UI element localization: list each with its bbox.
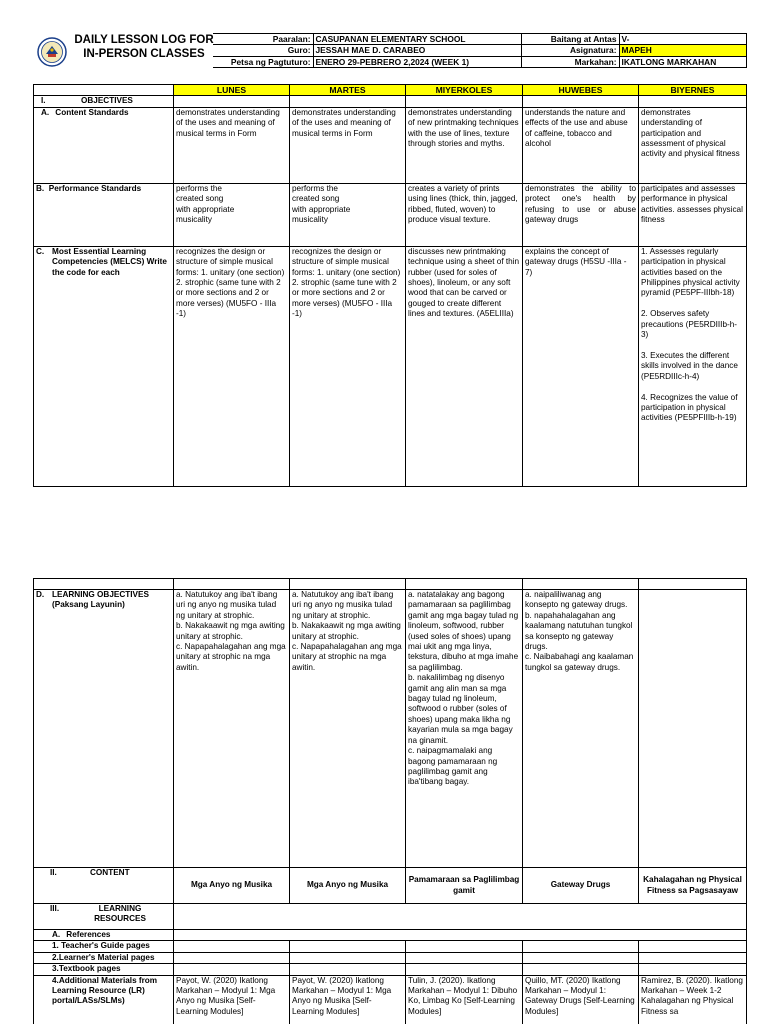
content-num: II.	[50, 868, 57, 877]
performance-standards-mon: performs the created song with appropriate musicality	[174, 183, 290, 246]
performance-standards-row	[34, 183, 747, 246]
blank-top-row	[34, 579, 747, 590]
teacher-value: JESSAH MAE D. CARABEO	[313, 45, 521, 56]
performance-standards-tue: performs the created song with appropriate musicality	[290, 183, 406, 246]
content-standards-tue: demonstrates understanding of the uses and meaning of musical terms in Form	[290, 107, 406, 183]
learners-material-label: 2.Learner's Material pages	[34, 952, 174, 963]
content-row	[34, 868, 747, 904]
additional-materials-label: 4.Additional Materials from Learning Resource (LR) portal/LASs/SLMs)	[34, 975, 174, 1024]
quarter-value: IKATLONG MARKAHAN	[619, 56, 746, 67]
day-wednesday: MIYERKOLES	[406, 85, 523, 96]
references-num: A.	[52, 930, 61, 939]
day-monday: LUNES	[174, 85, 290, 96]
content-standards-fri: demonstrates understanding of participation and assessment of physical activity and physical fitness	[639, 107, 747, 183]
header-info-table	[213, 33, 747, 68]
performance-standards-thu: demonstrates the ability to protect one's health by refusing to use or abuse gateway drugs	[523, 183, 639, 246]
melcs-thu: explains the concept of gateway drugs (H5SU -IIIa - 7)	[523, 246, 639, 486]
additional-wed: Tulin, J. (2020). Ikatlong Markahan – Modyul 1: Dibuho Ko, Limbag Ko [Self-Learning Modules]	[406, 975, 523, 1024]
learners-material-row	[34, 952, 747, 963]
melcs-num: C.	[36, 246, 45, 256]
day-header-row	[34, 85, 747, 96]
learning-objectives-mon: a. Natutukoy ang iba't ibang uri ng anyo ng musika tulad ng unitary at strophic. b. Nakakaawit ng mga awiting unitary at strophic. c. Napapahalagahan ang mga unitary at strophic na mga awitin.	[174, 590, 290, 868]
additional-materials-row	[34, 975, 747, 1024]
subject-value: MAPEH	[619, 45, 746, 56]
date-label: Petsa ng Pagtuturo:	[213, 56, 313, 67]
learning-objectives-row	[34, 590, 747, 868]
objectives-label: OBJECTIVES	[81, 96, 133, 106]
learning-resources-row	[34, 904, 747, 930]
day-friday: BIYERNES	[639, 85, 747, 96]
references-row	[34, 930, 747, 941]
teachers-guide-label: 1. Teacher's Guide pages	[34, 941, 174, 952]
objectives-row	[34, 96, 747, 107]
content-tue: Mga Anyo ng Musika	[290, 868, 406, 904]
content-mon: Mga Anyo ng Musika	[174, 868, 290, 904]
performance-standards-wed: creates a variety of prints using lines (thick, thin, jagged, ribbed, fluted, woven) to produce visual texture.	[406, 183, 523, 246]
teacher-label: Guro:	[213, 45, 313, 56]
content-fri: Kahalagahan ng Physical Fitness sa Pagsasayaw	[639, 868, 747, 904]
content-standards-mon: demonstrates understanding of the uses and meaning of musical terms in Form	[174, 107, 290, 183]
learning-objectives-label: LEARNING OBJECTIVES (Paksang Layunin)	[52, 590, 149, 610]
textbook-label: 3.Textbook pages	[34, 964, 174, 975]
content-standards-label: Content Standards	[55, 107, 129, 117]
content-standards-num: A.	[41, 107, 50, 117]
day-thursday: HUWEBES	[523, 85, 639, 96]
header-row-teacher	[213, 45, 746, 56]
learning-resources-num: III.	[50, 904, 60, 913]
melcs-mon: recognizes the design or structure of simple musical forms: 1. unitary (one section) 2. strophic (same tune with 2 or more sections and 2 or more verses) (MU5FO - IIIa -1)	[174, 246, 290, 486]
textbook-row	[34, 964, 747, 975]
objectives-num: I.	[41, 96, 46, 106]
teachers-guide-row	[34, 941, 747, 952]
title-line-1: DAILY LESSON LOG FOR	[74, 34, 214, 46]
melcs-fri: 1. Assesses regularly participation in physical activities based on the Philippines physical activity pyramid (PE5PF-IIIbh-18) 2. Observes safety precautions (PE5RDIIIb-h-3) 3. Executes the different skills involved in the dance (PE5RDIIIc-h-4) 4. Recognizes the value of participation in physical activities (PE5PFIIIb-h-19)	[639, 246, 747, 486]
grade-label: Baitang at Antas	[521, 34, 619, 45]
additional-fri: Ramirez, B. (2020). Ikatlong Markahan – Week 1-2 Kahalagahan ng Physical Fitness sa	[639, 975, 747, 1024]
additional-tue: Payot, W. (2020) Ikatlong Markahan – Modyul 1: Mga Anyo ng Musika [Self-Learning Modules]	[290, 975, 406, 1024]
day-tuesday: MARTES	[290, 85, 406, 96]
references-label: References	[66, 930, 111, 939]
content-standards-row	[34, 107, 747, 183]
lesson-table-2	[33, 578, 747, 1024]
learning-objectives-num: D.	[36, 590, 45, 599]
subject-label: Asignatura:	[521, 45, 619, 56]
grade-value: V-	[619, 34, 746, 45]
header-row-school	[213, 34, 746, 45]
melcs-wed: discusses new printmaking technique using a sheet of thin rubber (used for soles of shoes), linoleum, or any soft wood that can be carved or gouged to create different lines and textures. (A5ELIIIa)	[406, 246, 523, 486]
content-label: CONTENT	[90, 868, 130, 877]
melcs-row	[34, 246, 747, 486]
content-standards-thu: understands the nature and effects of the use and abuse of caffeine, tobacco and alcohol	[523, 107, 639, 183]
melcs-tue: recognizes the design or structure of simple musical forms: 1. unitary (one section) 2. strophic (same tune with 2 or more sections and 2 or more verses) (MU5FO - IIIa -1)	[290, 246, 406, 486]
melcs-label: Most Essential Learning Competencies (MELCS) Write the code for each	[52, 246, 167, 277]
performance-standards-fri: participates and assesses performance in physical activities. assesses physical fitness	[639, 183, 747, 246]
additional-thu: Quillo, MT. (2020) Ikatlong Markahan – Modyul 1: Gateway Drugs [Self-Learning Modules]	[523, 975, 639, 1024]
learning-resources-label: LEARNING RESOURCES	[94, 904, 146, 924]
learning-objectives-thu: a. naipaliliwanag ang konsepto ng gateway drugs. b. napahahalagahan ang kaalamang natutuhan tungkol sa konsepto ng gateway drugs. c. Naibabahagi ang kaalaman tungkol sa gateway drugs.	[523, 590, 639, 868]
title-line-2: IN-PERSON CLASSES	[83, 48, 205, 60]
additional-mon: Payot, W. (2020) Ikatlong Markahan – Modyul 1: Mga Anyo ng Musika [Self-Learning Modules]	[174, 975, 290, 1024]
school-label: Paaralan:	[213, 34, 313, 45]
content-standards-wed: demonstrates understanding of new printmaking techniques with the use of lines, texture through stories and myths.	[406, 107, 523, 183]
document-title	[74, 33, 214, 61]
deped-seal-icon	[37, 37, 67, 67]
learning-objectives-wed: a. natatalakay ang bagong pamamaraan sa paglilimbag gamit ang mga bagay tulad ng linoleum, softwood, rubber (used soles of shoes) upang mai ukit ang mga linya, tekstura, dibuho at mga imahe sa paglilimbag. b. nakalilimbag ng disenyo gamit ang alin man sa mga bagay tulad ng linoleum, softwood o rubber (soles of shoes) upang maka likha ng kayarian mula sa mga bagay na ginamit. c. naipagmamalaki ang bagong pamamaraan ng paglilimbag gamit ang iba'tibang bagay.	[406, 590, 523, 868]
header-row-date	[213, 56, 746, 67]
performance-standards-num: B.	[36, 183, 45, 193]
date-value: ENERO 29-PEBRERO 2,2024 (WEEK 1)	[313, 56, 521, 67]
lesson-table-1	[33, 84, 747, 487]
learning-objectives-tue: a. Natutukoy ang iba't ibang uri ng anyo ng musika tulad ng unitary at strophic. b. Nakakaawit ng mga awiting unitary at strophic. c. Napapahalagahan ang mga unitary at strophic na mga awitin.	[290, 590, 406, 868]
content-thu: Gateway Drugs	[523, 868, 639, 904]
performance-standards-label: Performance Standards	[48, 183, 142, 193]
content-wed: Pamamaraan sa Paglilimbag gamit	[406, 868, 523, 904]
learning-objectives-fri	[639, 590, 747, 868]
quarter-label: Markahan:	[521, 56, 619, 67]
school-value: CASUPANAN ELEMENTARY SCHOOL	[313, 34, 521, 45]
